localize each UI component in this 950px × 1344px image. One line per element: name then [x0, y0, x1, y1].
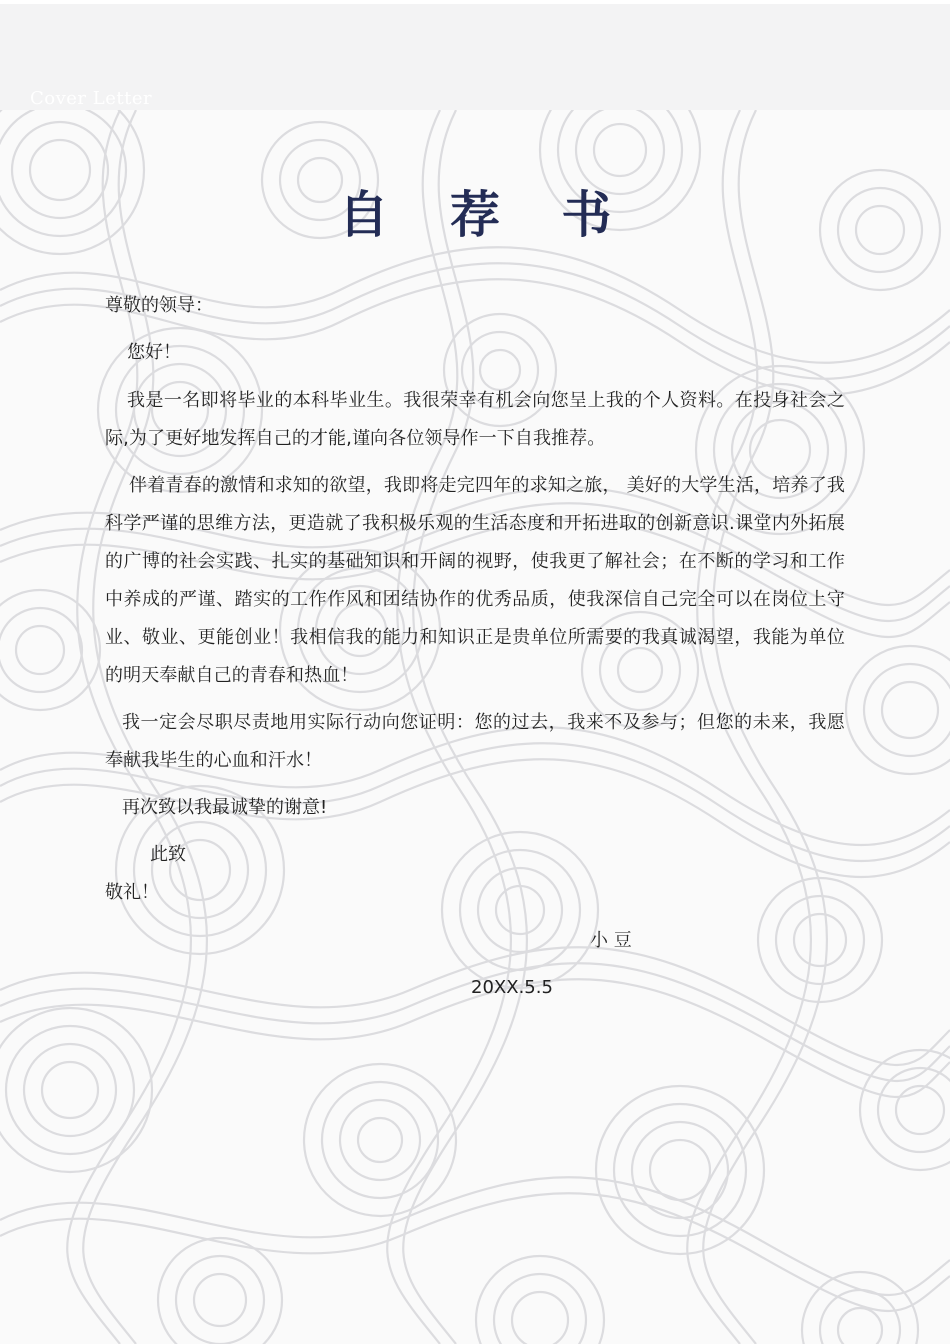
letter-title: 自 荐 书 [338, 186, 634, 244]
cover-letter-label: Cover Letter [30, 88, 153, 109]
paragraph-intro: 我是一名即将毕业的本科毕业生。我很荣幸有机会向您呈上我的个人资料。在投身社会之际,为了更好地发挥自己的才能,谨向各位领导作一下自我推荐。 [105, 390, 845, 449]
paragraph-thanks: 再次致以我最诚挚的谢意! [122, 797, 328, 818]
paragraph-commitment: 我一定会尽职尽责地用实际行动向您证明：您的过去，我来不及参与；但您的未来，我愿奉献我毕生的心血和汗水！ [105, 712, 845, 771]
closing-salute: 敬礼！ [105, 882, 159, 903]
closing-phrase: 此致 [150, 844, 186, 865]
greeting: 您好！ [127, 342, 181, 363]
letter-date: 20XX.5.5 [471, 977, 553, 998]
salutation: 尊敬的领导： [105, 295, 213, 316]
paragraph-body: 伴着青春的激情和求知的欲望，我即将走完四年的求知之旅， 美好的大学生活，培养了我科学严谨的思维方法，更造就了我积极乐观的生活态度和开拓进取的创新意识.课堂内外拓展的广博的社会实践、扎实的基础知识和开阔的视野，使我更了解社会；在不断的学习和工作中养成的严谨、踏实的工作作风和团结协作的优秀品质，使我深信自己完全可以在岗位上守业、敬业、更能创业！我相信我的能力和知识正是贵单位所需要的我真诚渴望，我能为单位的明天奉献自己的青春和热血！ [105, 475, 845, 686]
signature: 小 豆 [590, 930, 632, 951]
